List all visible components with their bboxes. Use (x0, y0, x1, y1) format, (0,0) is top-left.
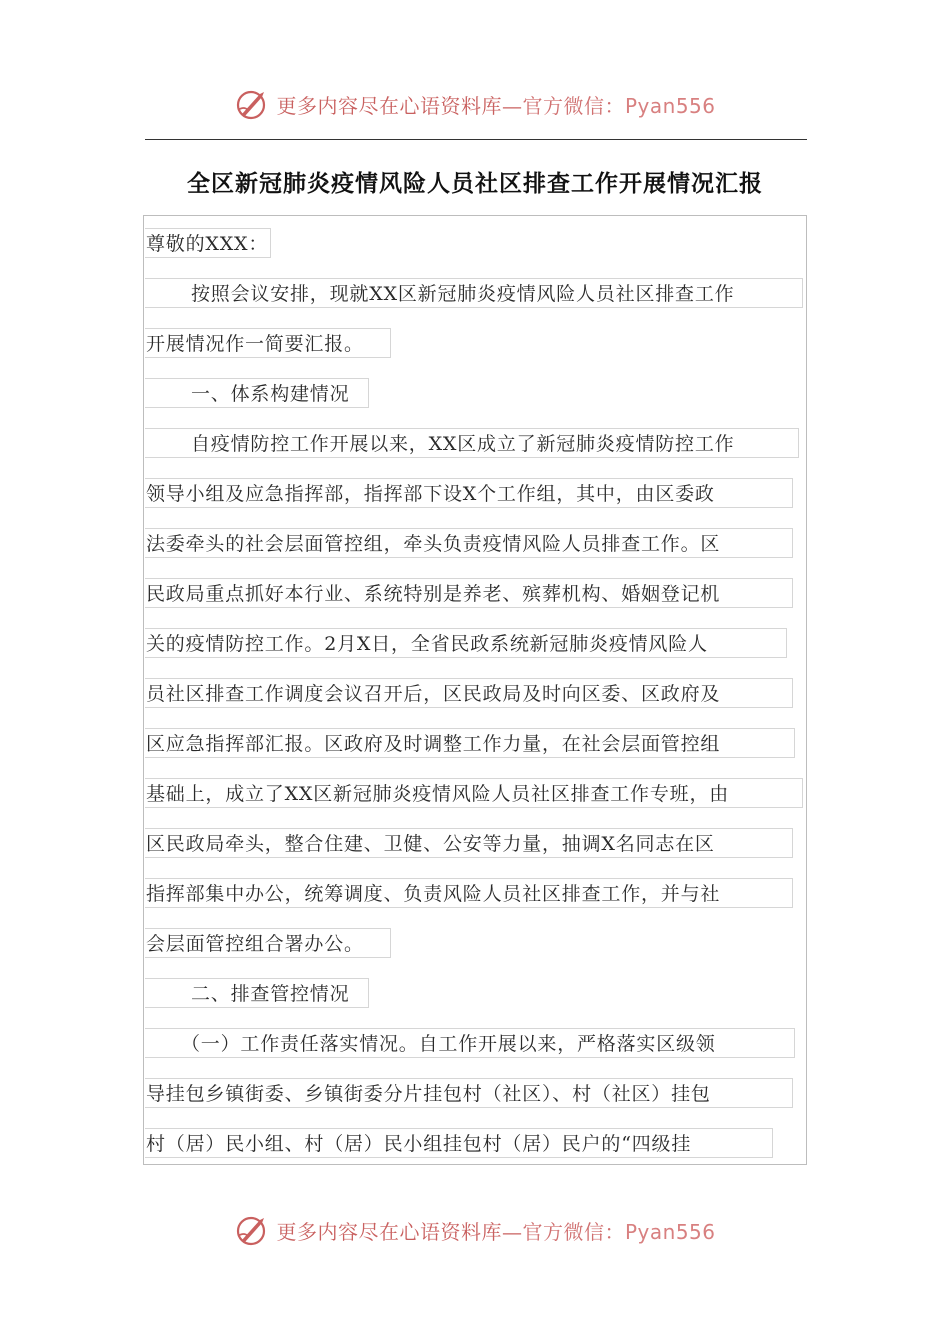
text-line: 导挂包乡镇街委、乡镇街委分片挂包村（社区）、村（社区）挂包 (145, 1078, 793, 1108)
banner-text (276, 1216, 715, 1245)
text-line: 领导小组及应急指挥部，指挥部下设X个工作组，其中，由区委政 (145, 478, 793, 508)
banner-wechat-handle: Pyan556 (624, 1219, 716, 1244)
text-line: 指挥部集中办公，统筹调度、负责风险人员社区排查工作，并与社 (145, 878, 793, 908)
text-line: 员社区排查工作调度会议召开后，区民政局及时向区委、区政府及 (145, 678, 793, 708)
text-line: 按照会议安排，现就XX区新冠肺炎疫情风险人员社区排查工作 (145, 278, 803, 308)
text-line: 开展情况作一简要汇报。 (145, 328, 391, 358)
text-line: 民政局重点抓好本行业、系统特别是养老、殡葬机构、婚姻登记机 (145, 578, 793, 608)
pen-quill-logo-icon (234, 86, 270, 122)
header-divider (145, 139, 807, 140)
banner-wechat-label: 官方微信： (522, 1219, 625, 1244)
banner-wechat-label: 官方微信： (522, 93, 625, 118)
header-banner (0, 82, 950, 126)
pen-quill-logo-icon (234, 1212, 270, 1248)
text-line: 法委牵头的社会层面管控组，牵头负责疫情风险人员排查工作。区 (145, 528, 793, 558)
text-line: 村（居）民小组、村（居）民小组挂包村（居）民户的“四级挂 (145, 1128, 773, 1158)
banner-prefix: 更多内容尽在心语资料库— (276, 1219, 523, 1244)
section-heading: 一、体系构建情况 (145, 378, 369, 408)
section-heading: 二、排查管控情况 (145, 978, 369, 1008)
text-line: 基础上，成立了XX区新冠肺炎疫情风险人员社区排查工作专班，由 (145, 778, 803, 808)
text-line: 会层面管控组合署办公。 (145, 928, 391, 958)
banner-wechat-handle: Pyan556 (624, 93, 716, 118)
text-line: 自疫情防控工作开展以来，XX区成立了新冠肺炎疫情防控工作 (145, 428, 799, 458)
document-title: 全区新冠肺炎疫情风险人员社区排查工作开展情况汇报 (187, 171, 763, 197)
text-line: （一）工作责任落实情况。自工作开展以来，严格落实区级领 (145, 1028, 795, 1058)
footer-banner (0, 1208, 950, 1252)
text-line: 区应急指挥部汇报。区政府及时调整工作力量，在社会层面管控组 (145, 728, 795, 758)
banner-text (276, 90, 715, 119)
salutation-line: 尊敬的XXX： (145, 228, 271, 258)
text-line: 关的疫情防控工作。2月X日，全省民政系统新冠肺炎疫情风险人 (145, 628, 787, 658)
text-line: 区民政局牵头，整合住建、卫健、公安等力量，抽调X名同志在区 (145, 828, 793, 858)
banner-prefix: 更多内容尽在心语资料库— (276, 93, 523, 118)
